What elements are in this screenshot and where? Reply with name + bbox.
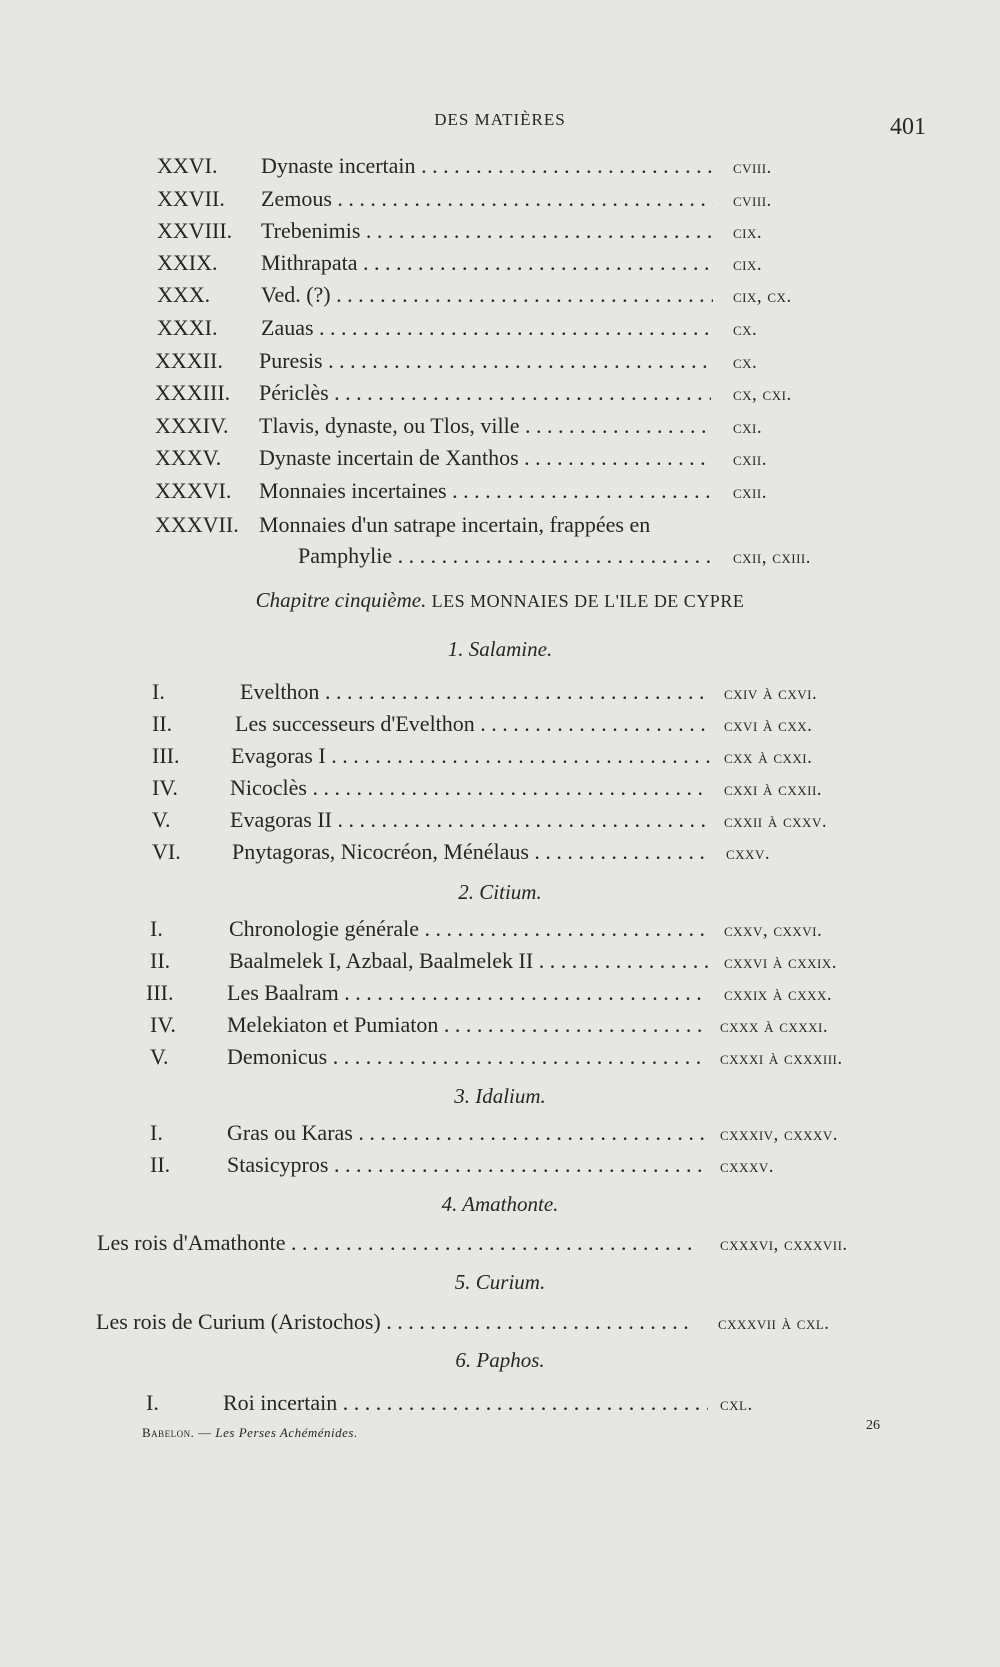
- entry-number: XXXII.: [155, 348, 223, 373]
- section-title: 2. Citium.: [458, 880, 542, 904]
- toc-entry: [96, 1307, 886, 1337]
- toc-entry: [152, 677, 852, 707]
- footer-citation: [142, 1425, 358, 1441]
- entry-title: Nicoclès . . .: [230, 773, 710, 803]
- entry-number: XXVII.: [157, 186, 225, 211]
- entry-title: Trebenimis . . .: [261, 216, 713, 246]
- entry-title: Pnytagoras, Nicocréon, Ménélaus . . .: [232, 837, 710, 867]
- toc-entry: [157, 216, 817, 246]
- entry-pages: cxxv, cxxvi.: [724, 920, 823, 941]
- entry-pages: cx, cxi.: [733, 384, 792, 405]
- toc-entry: [155, 443, 815, 473]
- entry-number: IV.: [150, 1012, 176, 1037]
- entry-number: I.: [150, 1120, 163, 1145]
- entry-number: II.: [150, 1152, 171, 1177]
- toc-entry: [157, 248, 817, 278]
- entry-pages: cxxix à cxxx.: [724, 984, 833, 1005]
- toc-entry: [150, 946, 870, 976]
- entry-title: Chronologie générale . . .: [229, 914, 709, 944]
- entry-number: I.: [150, 916, 163, 941]
- footer-author: Babelon.: [142, 1425, 195, 1440]
- entry-pages: cix.: [733, 222, 763, 243]
- entry-pages: cviii.: [733, 157, 772, 178]
- entry-number: XXVIII.: [157, 218, 233, 243]
- running-head: DES MATIÈRES: [434, 110, 566, 129]
- entry-number: XXXI.: [157, 315, 218, 340]
- entry-pages: cxxvi à cxxix.: [724, 952, 837, 973]
- toc-entry: [152, 741, 852, 771]
- entry-pages: cxxv.: [726, 843, 771, 864]
- entry-title: Evagoras I . . .: [231, 741, 710, 771]
- entry-title: Périclès . . .: [259, 378, 711, 408]
- entry-number: XXXIV.: [155, 413, 229, 438]
- toc-entry: [152, 837, 852, 867]
- entry-title: Zauas . . .: [261, 313, 713, 343]
- toc-entry: [157, 280, 817, 310]
- entry-title: Puresis . . .: [259, 346, 711, 376]
- entry-number: XXX.: [157, 282, 211, 307]
- toc-entry: [150, 1010, 870, 1040]
- toc-entry: [157, 184, 817, 214]
- entry-pages: cxiv à cxvi.: [724, 683, 818, 704]
- entry-pages: cxxx à cxxxi.: [720, 1016, 829, 1037]
- page-number: 401: [890, 114, 926, 140]
- entry-number: XXXVII.: [155, 512, 239, 537]
- toc-entry: [155, 378, 815, 408]
- entry-pages: cxx à cxxi.: [724, 747, 813, 768]
- entry-pages: cxxxvi, cxxxvii.: [720, 1234, 848, 1255]
- entry-number: II.: [152, 711, 173, 736]
- entry-pages: cxii.: [733, 482, 767, 503]
- entry-number: I.: [146, 1390, 159, 1415]
- toc-entry: [97, 1228, 887, 1258]
- signature-mark: 26: [866, 1418, 880, 1433]
- entry-number: III.: [146, 980, 174, 1005]
- toc-entry: [150, 1042, 880, 1072]
- toc-entry: [152, 805, 852, 835]
- entry-title: Evelthon . . .: [240, 677, 710, 707]
- toc-entry: [155, 476, 815, 506]
- entry-number: XXXV.: [155, 445, 222, 470]
- entry-number: V.: [150, 1044, 169, 1069]
- chapter-label: Chapitre cinquième.: [255, 588, 427, 612]
- section-heading: [0, 880, 1000, 905]
- toc-entry: [146, 978, 866, 1008]
- entry-title: Les successeurs d'Evelthon . . .: [235, 709, 710, 739]
- entry-number: XXIX.: [157, 250, 218, 275]
- entry-number: V.: [152, 807, 171, 832]
- entry-pages: cix, cx.: [733, 286, 792, 307]
- entry-pages: cxi.: [733, 417, 763, 438]
- entry-pages: cxxxiv, cxxxv.: [720, 1124, 839, 1145]
- entry-title: Pamphylie . . .: [298, 541, 710, 571]
- entry-title: Dynaste incertain . . .: [261, 151, 713, 181]
- entry-title: Monnaies incertaines . . .: [259, 476, 711, 506]
- section-heading: [0, 1348, 1000, 1373]
- entry-pages: cxvi à cxx.: [724, 715, 813, 736]
- entry-title: Roi incertain . . .: [223, 1388, 708, 1418]
- entry-title: Evagoras II . . .: [230, 805, 710, 835]
- entry-title: Monnaies d'un satrape incertain, frappées en: [259, 512, 651, 537]
- toc-entry: [150, 914, 870, 944]
- entry-title: Stasicypros . . .: [227, 1150, 707, 1180]
- toc-entry: [155, 510, 815, 540]
- toc-entry: [155, 411, 815, 441]
- section-title: 5. Curium.: [454, 1270, 546, 1294]
- entry-pages: cx.: [733, 352, 758, 373]
- section-title: 6. Paphos.: [455, 1348, 545, 1372]
- entry-title: Gras ou Karas . . .: [227, 1118, 707, 1148]
- section-heading: [0, 1192, 1000, 1217]
- entry-number: XXVI.: [157, 153, 218, 178]
- entry-pages: cxxii à cxxv.: [724, 811, 828, 832]
- toc-entry: [155, 346, 815, 376]
- section-title: 4. Amathonte.: [441, 1192, 559, 1216]
- entry-pages: cxxxi à cxxxiii.: [720, 1048, 843, 1069]
- entry-number: XXXIII.: [155, 380, 231, 405]
- entry-number: I.: [152, 679, 165, 704]
- chapter-heading: [0, 588, 1000, 613]
- toc-entry: [157, 151, 817, 181]
- entry-title: Les rois de Curium (Aristochos) . . .: [96, 1307, 694, 1337]
- entry-title: Baalmelek I, Azbaal, Baalmelek II . . .: [229, 946, 709, 976]
- entry-title: Ved. (?) . . .: [261, 280, 713, 310]
- entry-pages: cxxxv.: [720, 1156, 774, 1177]
- entry-pages: cxii, cxiii.: [733, 547, 812, 568]
- toc-entry: [155, 541, 835, 571]
- entry-number: XXXVI.: [155, 478, 232, 503]
- toc-entry: [152, 773, 852, 803]
- entry-title: Mithrapata . . .: [261, 248, 713, 278]
- entry-title: Dynaste incertain de Xanthos . . .: [259, 443, 711, 473]
- toc-entry: [150, 1150, 880, 1180]
- toc-entry: [157, 313, 817, 343]
- entry-pages: cxl.: [720, 1394, 753, 1415]
- section-heading: [0, 1270, 1000, 1295]
- entry-number: II.: [150, 948, 171, 973]
- section-title: 1. Salamine.: [447, 637, 553, 661]
- entry-title: Tlavis, dynaste, ou Tlos, ville . . .: [259, 411, 711, 441]
- entry-pages: cxxi à cxxii.: [724, 779, 823, 800]
- entry-title: Demonicus . . .: [227, 1042, 707, 1072]
- toc-entry: [150, 1118, 880, 1148]
- entry-pages: cx.: [733, 319, 758, 340]
- entry-number: III.: [152, 743, 180, 768]
- section-heading: [0, 637, 1000, 662]
- section-heading: [0, 1084, 1000, 1109]
- section-title: 3. Idalium.: [454, 1084, 546, 1108]
- footer-dash: —: [198, 1425, 212, 1440]
- footer-work: Les Perses Achéménides.: [215, 1425, 358, 1440]
- entry-pages: cix.: [733, 254, 763, 275]
- entry-pages: cxxxvii à cxl.: [718, 1313, 830, 1334]
- entry-title: Zemous . . .: [261, 184, 713, 214]
- entry-pages: cviii.: [733, 190, 772, 211]
- entry-title: Les Baalram . . .: [227, 978, 707, 1008]
- toc-entry: [146, 1388, 886, 1418]
- entry-title: Les rois d'Amathonte . . .: [97, 1228, 695, 1258]
- entry-pages: cxii.: [733, 449, 767, 470]
- entry-number: VI.: [152, 839, 181, 864]
- entry-number: IV.: [152, 775, 178, 800]
- chapter-title: LES MONNAIES DE L'ILE DE CYPRE: [431, 591, 745, 611]
- toc-entry: [152, 709, 852, 739]
- entry-title: Melekiaton et Pumiaton . . .: [227, 1010, 707, 1040]
